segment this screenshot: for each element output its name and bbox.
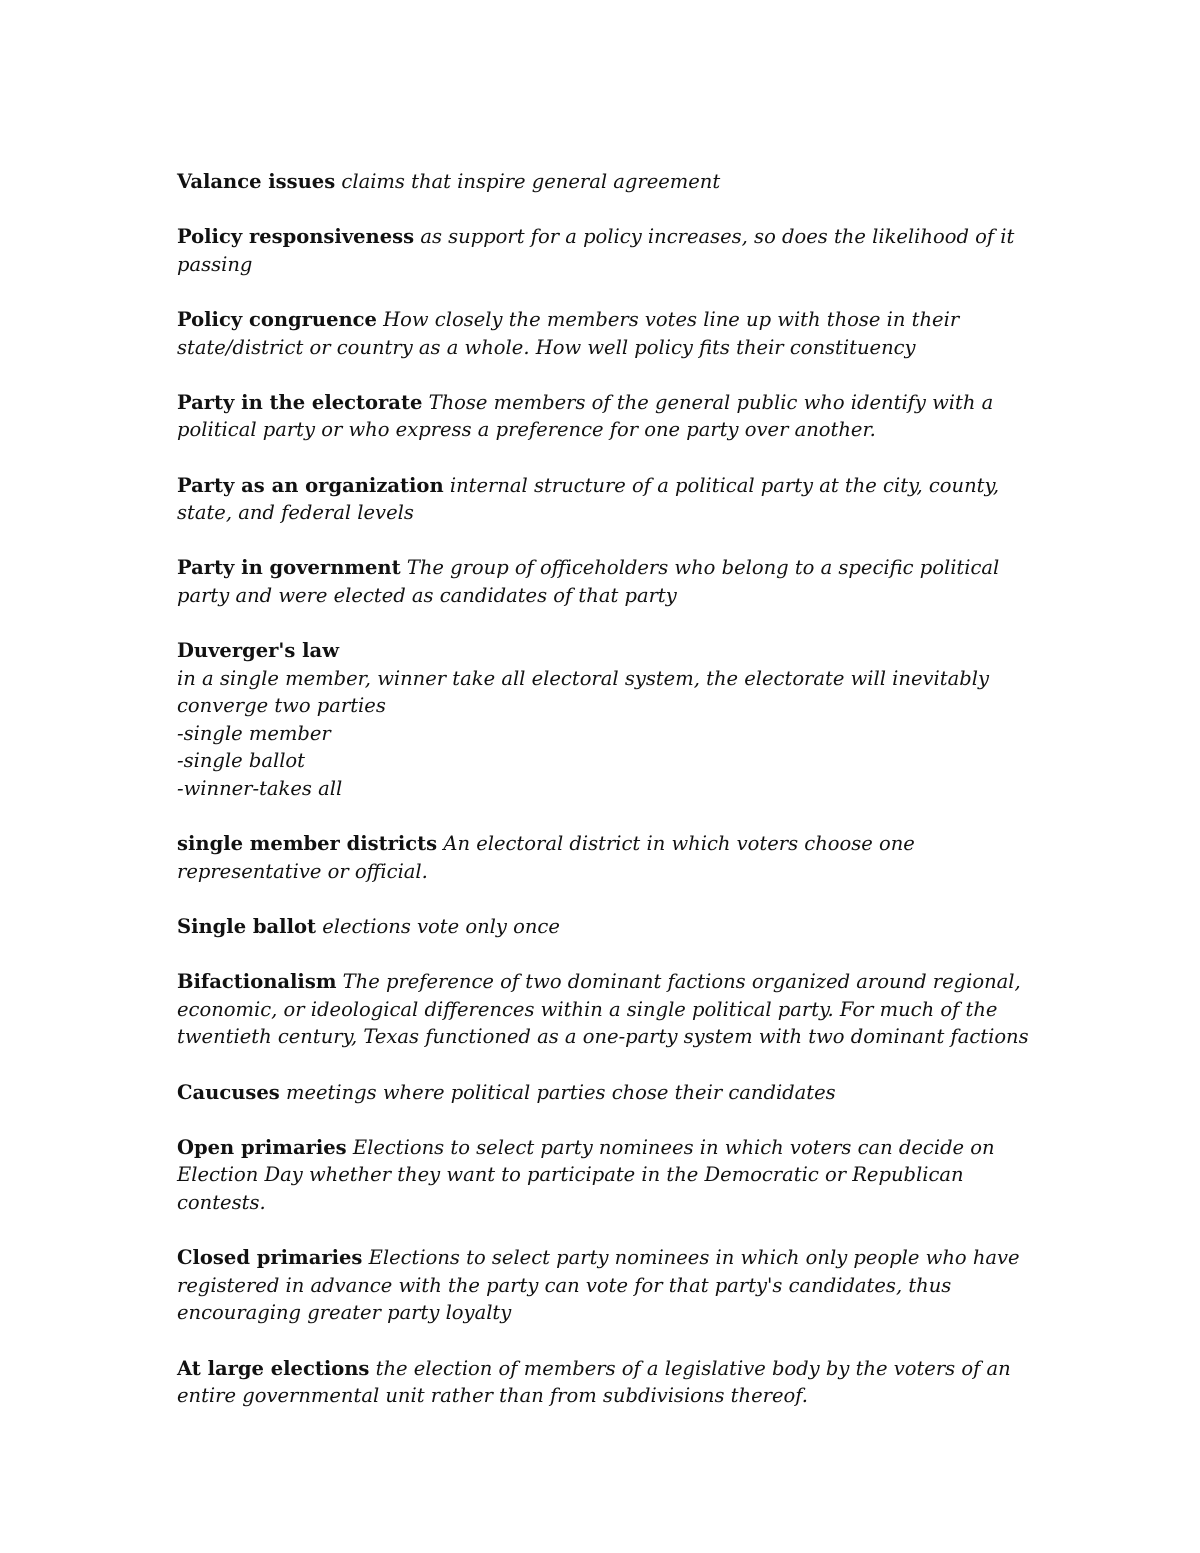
entry-caucuses	[177, 1079, 1037, 1107]
definition: meetings where political parties chose their candidates	[285, 1080, 836, 1104]
entry-closed-primaries	[177, 1244, 1037, 1327]
entry-valance-issues	[177, 168, 1037, 196]
definition: Elections to select party nominees in which only people who have registered in advance with the party can vote for that party's candidates, thus encouraging greater party loyalty	[177, 1246, 1020, 1325]
term: Closed primaries	[177, 1246, 363, 1270]
definition: the election of members of a legislative body by the voters of an entire governmental unit rather than from subdivisions thereof.	[177, 1356, 1011, 1408]
term: Caucuses	[177, 1080, 280, 1104]
term: Party in the electorate	[177, 390, 423, 414]
definition: The group of officeholders who belong to a specific political party and were elected as candidates of that party	[177, 556, 1000, 607]
term: Single ballot	[177, 915, 317, 939]
term: Valance issues	[177, 170, 336, 193]
entry-single-ballot	[177, 913, 1037, 941]
definition: How closely the members votes line up with those in their state/district or country as a whole. How well policy fits their constituency	[177, 307, 960, 359]
term: single member districts	[177, 832, 438, 856]
entry-party-as-an-organization	[177, 472, 1037, 527]
definition: Those members of the general public who identify with a political party or who express a preference for one party over another.	[177, 390, 994, 442]
entry-open-primaries	[177, 1134, 1037, 1217]
term: Open primaries	[177, 1135, 347, 1159]
entry-duvergers-law	[177, 637, 1037, 803]
entry-party-in-government	[177, 554, 1037, 609]
definition: An electoral district in which voters choose one representative or official.	[177, 832, 915, 883]
definition: claims that inspire general agreement	[341, 170, 721, 193]
term: Policy congruence	[177, 307, 377, 331]
term: Duverger's law	[177, 639, 339, 663]
definition-bullet: -single ballot	[177, 749, 306, 773]
entry-policy-responsiveness	[177, 223, 1037, 278]
definition: as support for a policy increases, so does the likelihood of it passing	[177, 225, 1015, 276]
definition: The preference of two dominant factions organized around regional, economic, or ideological differences within a single political party. For much of the twentieth century, Texas functioned as a one-party system with two dominant factions	[177, 970, 1029, 1049]
definition: internal structure of a political party at the city, county, state, and federal levels	[177, 473, 1000, 525]
term: Party as an organization	[177, 473, 444, 497]
entry-policy-congruence	[177, 306, 1037, 361]
definition-bullet: -single member	[177, 721, 331, 745]
term: At large elections	[177, 1356, 370, 1380]
term: Party in government	[177, 556, 401, 580]
term: Policy responsiveness	[177, 225, 415, 249]
term: Bifactionalism	[177, 970, 337, 994]
definition: Elections to select party nominees in which voters can decide on Election Day whether they want to participate in the Democratic or Republican contests.	[177, 1135, 995, 1214]
entry-bifactionalism	[177, 968, 1037, 1051]
definition-bullet: -winner-takes all	[177, 777, 343, 801]
definition: elections vote only once	[322, 915, 560, 939]
definition: in a single member, winner take all electoral system, the electorate will inevitably converge two parties	[177, 666, 989, 718]
entry-party-in-the-electorate	[177, 389, 1037, 444]
entry-single-member-districts	[177, 830, 1037, 885]
entry-at-large-elections	[177, 1355, 1037, 1410]
document-page	[177, 168, 1037, 1437]
